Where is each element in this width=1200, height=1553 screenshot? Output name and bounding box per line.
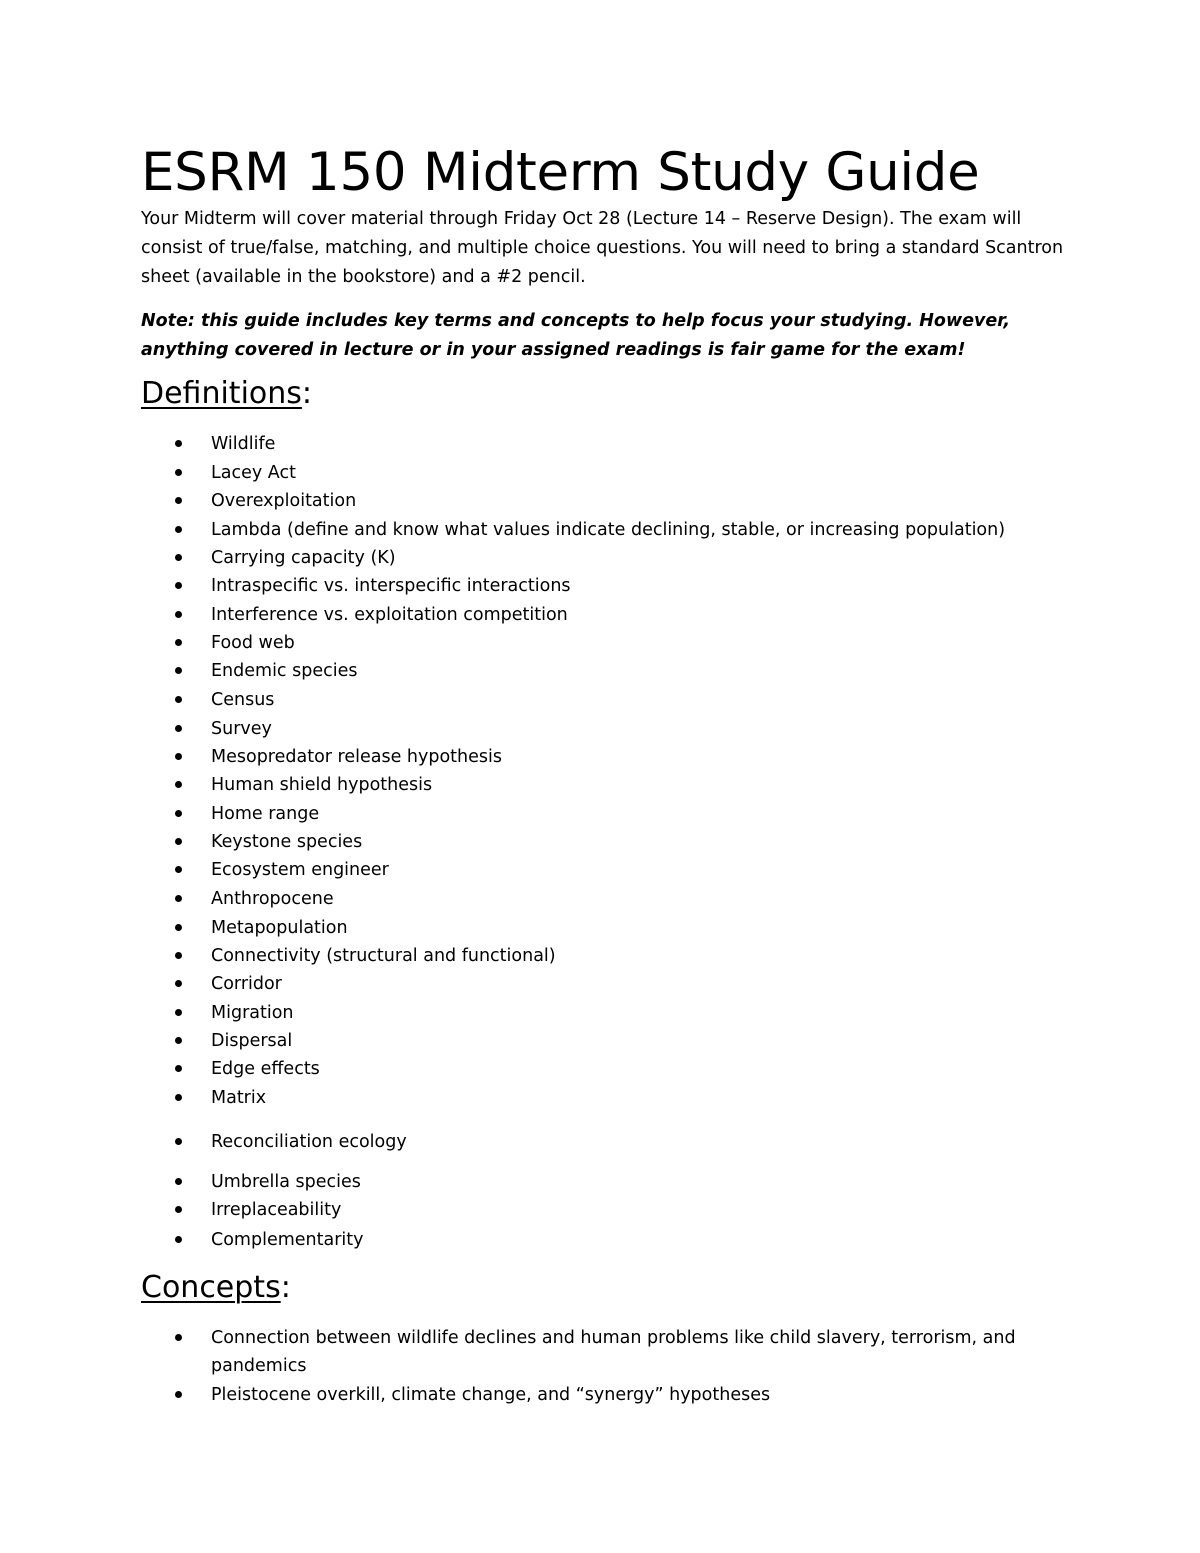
concepts-heading-text: Concepts [141, 1270, 281, 1305]
bullet-icon [175, 611, 182, 618]
bullet-icon [175, 1037, 182, 1044]
bullet-icon [175, 810, 182, 817]
bullet-icon [175, 1065, 182, 1072]
bullet-icon [175, 582, 182, 589]
bullet-icon [175, 781, 182, 788]
bullet-icon [175, 1236, 182, 1243]
bullet-icon [175, 667, 182, 674]
bullet-icon [175, 1138, 182, 1145]
bullet-icon [175, 980, 182, 987]
bullet-icon [175, 838, 182, 845]
definitions-heading-colon: : [301, 376, 313, 411]
bullet-icon [175, 866, 182, 873]
bullet-icon [175, 753, 182, 760]
bullet-icon [175, 469, 182, 476]
bullet-icon [175, 440, 182, 447]
bullet-icon [175, 924, 182, 931]
definitions-heading [141, 374, 312, 414]
bullet-icon [175, 639, 182, 646]
bullet-icon [175, 696, 182, 703]
bullet-icon [175, 725, 182, 732]
note-paragraph: Note: this guide includes key terms and concepts to help focus your studying. However, anything covered in lecture or in your assigned readings is fair game for the exam! [141, 311, 1010, 360]
concepts-heading-colon: : [280, 1270, 291, 1305]
bullet-icon [175, 1178, 182, 1185]
definitions-heading-text: Definitions [141, 376, 302, 411]
intro-paragraph: Your Midterm will cover material through Friday Oct 28 (Lecture 14 – Reserve Design). The exam will consist of true/false, matching, and multiple choice questions. You will need to bring a standard Scantron sheet (available in the bookstore) and a #2 pencil. [141, 209, 1064, 287]
bullet-icon [175, 526, 182, 533]
bullet-icon [175, 952, 182, 959]
bullet-icon [175, 1206, 182, 1213]
bullet-icon [175, 1391, 182, 1398]
bullet-icon [175, 554, 182, 561]
bullet-icon [175, 1334, 182, 1341]
bullet-icon [175, 497, 182, 504]
bullet-icon [175, 1009, 182, 1016]
bullet-icon [175, 1094, 182, 1101]
concepts-heading [141, 1268, 291, 1308]
bullet-icon [175, 895, 182, 902]
document-page: ESRM 150 Midterm Study Guide Your Midterm will cover material through Friday Oct 28 (Lecture 14 – Reserve Design). The exam will consist of true/false, matching, and multiple choice questions. You will need to bring a standard Scantron sheet (available in the bookstore) and a #2 pencil. Note: this guide includes key terms and concepts to help focus your studying. However, anything covered in lecture or in your assigned readings is fair game for the exam! Definitions: Wildlife Lacey Act Overexploitation Lambda (define and know what values indicate declining, stable, or increasing population) Carrying capacity (K) Intraspecific vs. interspecific interactions Interference vs. exploitation competition Food web Endemic species Census Survey Mesopredator release hypothesis Human shield hypothesis Home range Keystone species Ecosystem engineer Anthropocene Metapopulation Connectivity (structural and functional) Corridor Migration Dispersal Edge effects Matrix Reconciliation ecology Umbrella species Irreplaceability Complementarity Concepts: Connection between wildlife declines and human problems like child slavery, terrorism, and pandemics Pleistocene overkill, climate change, and “synergy” hypotheses [0, 0, 1200, 1553]
page-title: ESRM 150 Midterm Study Guide [141, 142, 980, 203]
